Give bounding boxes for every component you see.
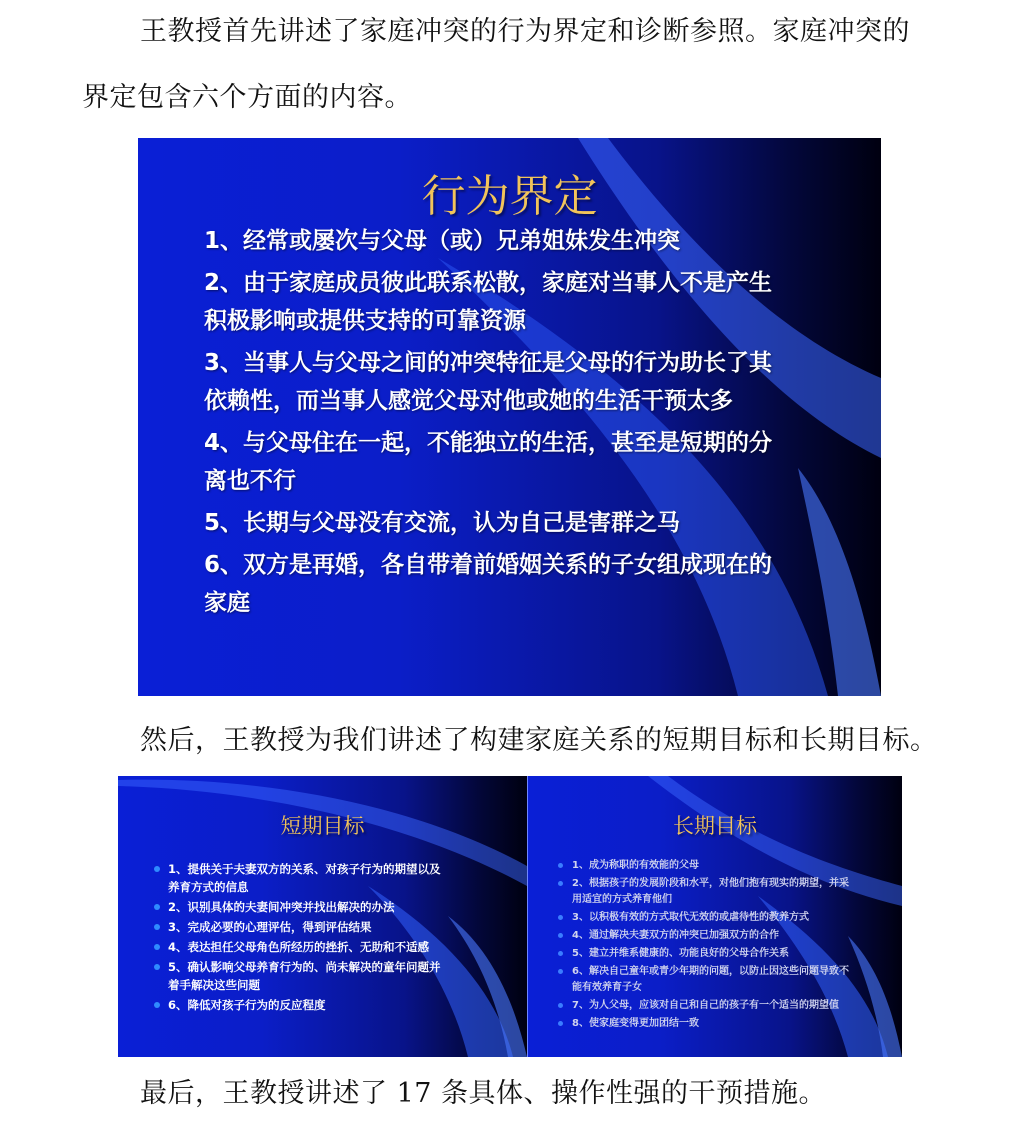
list-item — [204, 222, 772, 260]
list-item-line: 能有效养育子女 — [572, 982, 642, 993]
bullet-icon — [154, 924, 160, 930]
list-item-line: 依赖性，而当事人感觉父母对他或她的生活干预太多 — [204, 388, 733, 414]
bullet-icon — [558, 951, 563, 956]
list-item — [204, 424, 772, 500]
list-item — [558, 964, 849, 996]
list-item — [154, 898, 441, 916]
intro-line-1: 王教授首先讲述了家庭冲突的行为界定和诊断参照。家庭冲突的 — [140, 16, 910, 47]
bullet-icon — [558, 933, 563, 938]
list-item — [558, 1016, 849, 1032]
list-item-line: 6、降低对孩子行为的反应程度 — [168, 998, 326, 1012]
list-item-line: 5、建立并维系健康的、功能良好的父母合作关系 — [572, 948, 789, 959]
bullet-icon — [154, 944, 160, 950]
list-item — [558, 998, 849, 1014]
list-item-line: 6、双方是再婚，各自带着前婚姻关系的子女组成现在的 — [204, 552, 773, 578]
list-item — [558, 910, 849, 926]
list-item-line: 8、使家庭变得更加团结一致 — [572, 1018, 699, 1029]
intro-line-2: 界定包含六个方面的内容。 — [82, 82, 412, 113]
slide-list — [204, 222, 772, 626]
list-item-line: 1、成为称职的有效能的父母 — [572, 860, 699, 871]
list-item — [558, 946, 849, 962]
bullet-icon — [154, 866, 160, 872]
slide-title: 短期目标 — [280, 814, 365, 838]
bullet-icon — [558, 969, 563, 974]
list-item-line: 家庭 — [204, 590, 250, 616]
slide-short-term-goals — [118, 776, 527, 1057]
middle-text: 然后，王教授为我们讲述了构建家庭关系的短期目标和长期目标。 — [140, 725, 938, 756]
list-item-line: 3、当事人与父母之间的冲突特征是父母的行为助长了其 — [204, 350, 773, 376]
list-item-line: 着手解决这些问题 — [168, 978, 260, 992]
list-item-line: 积极影响或提供支持的可靠资源 — [204, 308, 526, 334]
list-item — [558, 928, 849, 944]
list-item-line: 养育方式的信息 — [168, 880, 249, 894]
slide-title: 长期目标 — [673, 814, 757, 838]
slide-list — [154, 860, 441, 1016]
bullet-icon — [154, 964, 160, 970]
list-item-line: 1、提供关于夫妻双方的关系、对孩子行为的期望以及 — [168, 862, 441, 876]
list-item-line: 4、表达担任父母角色所经历的挫折、无助和不适感 — [168, 940, 429, 954]
list-item-line: 4、与父母住在一起，不能独立的生活，甚至是短期的分 — [204, 430, 773, 456]
list-item-line: 1、经常或屡次与父母（或）兄弟姐妹发生冲突 — [204, 228, 681, 254]
list-item — [154, 918, 441, 936]
slide-list — [558, 858, 849, 1034]
list-item-line: 2、识别具体的夫妻间冲突并找出解决的办法 — [168, 900, 395, 914]
bullet-icon — [558, 1021, 563, 1026]
list-item-line: 用适宜的方式养育他们 — [572, 894, 672, 905]
list-item — [204, 264, 772, 340]
slide-long-term-goals — [527, 776, 902, 1057]
list-item — [154, 996, 441, 1014]
list-item-line: 4、通过解决夫妻双方的冲突已加强双方的合作 — [572, 930, 779, 941]
list-item — [154, 860, 441, 896]
list-item-line: 3、以积极有效的方式取代无效的或虐待性的教养方式 — [572, 912, 809, 923]
list-item — [154, 958, 441, 994]
list-item — [204, 546, 772, 622]
bullet-icon — [558, 863, 563, 868]
bullet-icon — [154, 904, 160, 910]
bullet-icon — [558, 881, 563, 886]
list-item — [558, 876, 849, 908]
outro-text: 最后，王教授讲述了 17 条具体、操作性强的干预措施。 — [140, 1078, 827, 1109]
list-item-line: 2、由于家庭成员彼此联系松散，家庭对当事人不是产生 — [204, 270, 773, 296]
list-item-line: 5、长期与父母没有交流，认为自己是害群之马 — [204, 510, 681, 536]
list-item — [204, 504, 772, 542]
list-item-line: 5、确认影响父母养育行为的、尚未解决的童年问题并 — [168, 960, 441, 974]
bullet-icon — [558, 1003, 563, 1008]
bullet-icon — [558, 915, 563, 920]
list-item-line: 7、为人父母，应该对自己和自己的孩子有一个适当的期望值 — [572, 1000, 839, 1011]
list-item — [558, 858, 849, 874]
slide-title: 行为界定 — [421, 171, 598, 222]
list-item-line: 离也不行 — [204, 468, 296, 494]
list-item — [154, 938, 441, 956]
list-item-line: 2、根据孩子的发展阶段和水平，对他们抱有现实的期望，并采 — [572, 878, 849, 889]
slide-behavior-definition — [138, 138, 881, 696]
list-item — [204, 344, 772, 420]
list-item-line: 6、解决自己童年或青少年期的问题，以防止因这些问题导致不 — [572, 966, 849, 977]
bullet-icon — [154, 1002, 160, 1008]
list-item-line: 3、完成必要的心理评估，得到评估结果 — [168, 920, 372, 934]
